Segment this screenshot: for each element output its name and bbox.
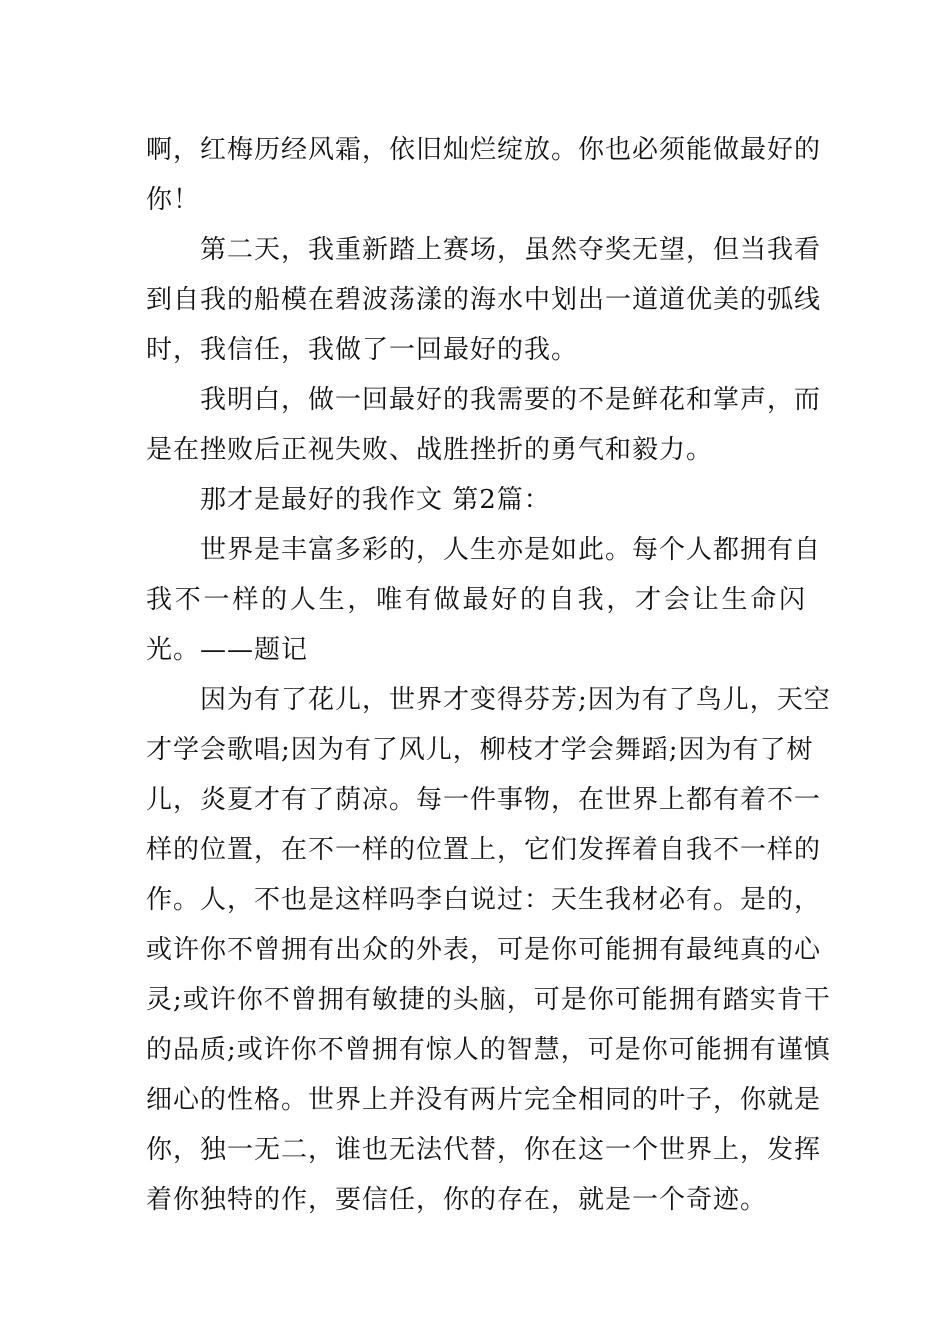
text-line: 光。——题记 <box>146 635 309 665</box>
text-line: 世界是丰富多彩的，人生亦是如此。每个人都拥有自 <box>200 535 822 565</box>
text-line: 灵;或许你不曾拥有敏捷的头脑，可是你可能拥有踏实肯干 <box>146 985 831 1015</box>
text-line: 时，我信任，我做了一回最好的我。 <box>146 335 579 365</box>
text-line: 是在挫败后正视失败、战胜挫折的勇气和毅力。 <box>146 435 714 465</box>
text-line: 才学会歌唱;因为有了风儿，柳枝才学会舞蹈;因为有了树 <box>146 735 814 765</box>
text-line: 作。人，不也是这样吗李白说过：天生我材必有。是的， <box>146 885 822 915</box>
text-line: 我不一样的人生，唯有做最好的自我，才会让生命闪 <box>146 585 806 615</box>
text-line: 细心的性格。世界上并没有两片完全相同的叶子，你就是 <box>146 1085 822 1115</box>
text-line: 你！ <box>146 185 201 215</box>
text-line: 或许你不曾拥有出众的外表，可是你可能拥有最纯真的心 <box>146 935 822 965</box>
text-line: 的品质;或许你不曾拥有惊人的智慧，可是你可能拥有谨慎 <box>146 1035 831 1065</box>
text-line: 啊，红梅历经风霜，依旧灿烂绽放。你也必须能做最好的 <box>146 135 822 165</box>
text-line: 第二天，我重新踏上赛场，虽然夺奖无望，但当我看 <box>200 235 822 265</box>
text-line: 你，独一无二，谁也无法代替，你在这一个世界上，发挥 <box>146 1135 822 1165</box>
text-line: 儿，炎夏才有了荫凉。每一件事物，在世界上都有着不一 <box>146 785 822 815</box>
text-line: 我明白，做一回最好的我需要的不是鲜花和掌声，而 <box>200 385 822 415</box>
text-line: 到自我的船模在碧波荡漾的海水中划出一道道优美的弧线 <box>146 285 822 315</box>
section-heading: 那才是最好的我作文 第2篇： <box>200 485 551 515</box>
text-line: 因为有了花儿，世界才变得芬芳;因为有了鸟儿，天空 <box>200 685 831 715</box>
text-line: 样的位置，在不一样的位置上，它们发挥着自我不一样的 <box>146 835 822 865</box>
text-line: 着你独特的作，要信任，你的存在，就是一个奇迹。 <box>146 1185 768 1215</box>
